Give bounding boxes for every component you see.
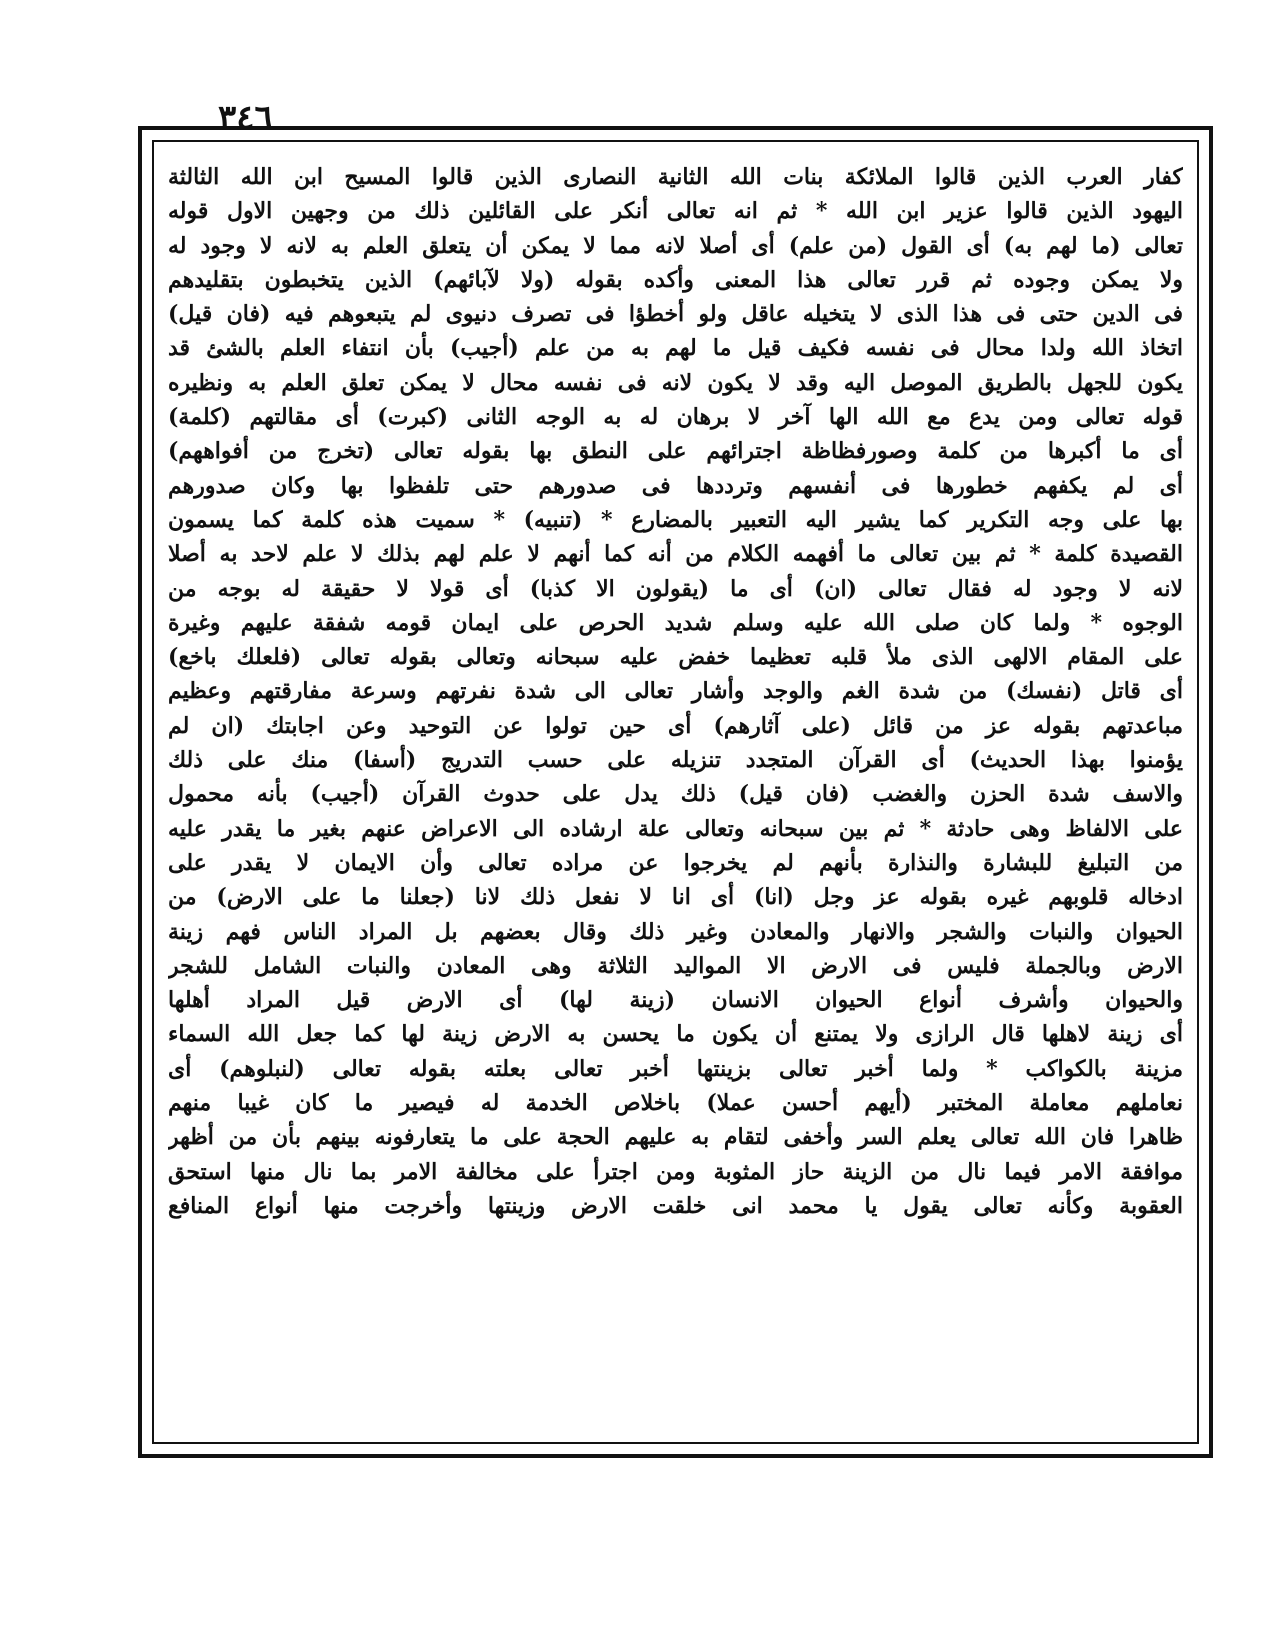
text-line: مزينة بالكواكب * ولما أخبر تعالى بزينتها أخبر تعالى بعلته بقوله تعالى (لنبلوهم) أى <box>168 1055 1183 1082</box>
text-line: من التبليغ للبشارة والنذارة بأنهم لم يخرجوا عن مراده تعالى وأن الايمان لا يقدر على <box>168 849 1183 876</box>
text-line: موافقة الامر فيما نال من الزينة حاز المثوبة ومن اجترأ على مخالفة الامر بما نال منها استحق <box>168 1158 1183 1185</box>
text-line: الوجوه * ولما كان صلى الله عليه وسلم شديد الحرص على ايمان قومه شفقة عليهم وغيرة <box>168 609 1183 636</box>
text-line: ظاهرا فان الله تعالى يعلم السر وأخفى لتقام به عليهم الحجة على ما يتعارفونه بينهم بأن من أظهر <box>168 1124 1183 1151</box>
text-line: على الالفاظ وهى حادثة * ثم بين سبحانه وتعالى علة ارشاده الى الاعراض عنهم بغير ما يقدر عليه <box>168 815 1183 842</box>
text-line: كفار العرب الذين قالوا الملائكة بنات الله الثانية النصارى الذين قالوا المسيح ابن الله الثالثة <box>168 164 1183 190</box>
text-line: أى قاتل (نفسك) من شدة الغم والوجد وأشار تعالى الى شدة نفرتهم وسرعة مفارقتهم وعظيم <box>168 678 1183 705</box>
text-line: مباعدتهم بقوله عز من قائل (على آثارهم) أى حين تولوا عن التوحيد وعن اجابتك (ان لم <box>168 712 1183 739</box>
inner-page-border <box>152 140 1199 1444</box>
text-line: فى الدين حتى فى هذا الذى لا يتخيله عاقل ولو أخطؤا فى تصرف دنيوى لم يتبعوهم فيه (فان قيل) <box>168 301 1183 328</box>
outer-page-border <box>138 126 1213 1458</box>
text-line: تعالى (ما لهم به) أى القول (من علم) أى أصلا لانه مما لا يمكن أن يتعلق العلم به لانه لا وجود له <box>168 232 1183 259</box>
text-line: العقوبة وكأنه تعالى يقول يا محمد انى خلقت الارض وزينتها وأخرجت منها أنواع المنافع <box>168 1192 1183 1219</box>
text-line: والحيوان وأشرف أنواع الحيوان الانسان (زينة لها) أى الارض قيل المراد أهلها <box>168 987 1183 1014</box>
text-line: ولا يمكن وجوده ثم قرر تعالى هذا المعنى وأكده بقوله (ولا لآبائهم) الذين يتخبطون بتقليدهم <box>168 266 1183 293</box>
text-line: يؤمنوا بهذا الحديث) أى القرآن المتجدد تنزيله على حسب التدريج (أسفا) منك على ذلك <box>168 747 1183 774</box>
text-line: أى ما أكبرها من كلمة وصورفظاظة اجترائهم على النطق بها بقوله تعالى (تخرج من أفواههم) <box>168 438 1183 465</box>
text-line: أى زينة لاهلها قال الرازى ولا يمتنع أن يكون ما يحسن به الارض زينة لها كما جعل الله السماء <box>168 1021 1183 1048</box>
text-line: والاسف شدة الحزن والغضب (فان قيل) ذلك يدل على حدوث القرآن (أجيب) بأنه محمول <box>168 781 1183 808</box>
text-line: اتخاذ الله ولدا محال فى نفسه فكيف قيل ما لهم به من علم (أجيب) بأن انتفاء العلم بالشئ قد <box>168 335 1183 362</box>
text-line: القصيدة كلمة * ثم بين تعالى ما أفهمه الكلام من أنه كما أنهم لا علم لهم بذلك لا علم لاحد به أصلا <box>168 541 1183 568</box>
text-line: لانه لا وجود له فقال تعالى (ان) أى ما (يقولون الا كذبا) أى قولا لا حقيقة له بوجه من <box>168 575 1183 602</box>
page-number: ٣٤٦ <box>218 98 273 138</box>
text-line: ادخاله قلوبهم غيره بقوله عز وجل (انا) أى انا لا نفعل ذلك لانا (جعلنا ما على الارض) من <box>168 884 1183 911</box>
text-line: اليهود الذين قالوا عزير ابن الله * ثم انه تعالى أنكر على القائلين ذلك من وجهين الاول قوله <box>168 198 1183 225</box>
text-line: نعاملهم معاملة المختبر (أيهم أحسن عملا) باخلاص الخدمة له فيصير ما كان غيبا منهم <box>168 1090 1183 1117</box>
text-line: قوله تعالى ومن يدع مع الله الها آخر لا برهان له به الوجه الثانى (كبرت) أى مقالتهم (كلمة) <box>168 404 1183 431</box>
text-line: يكون للجهل بالطريق الموصل اليه وقد لا يكون لانه فى نفسه محال لا يمكن تعلق العلم به ونظيره <box>168 369 1183 396</box>
text-line: بها على وجه التكرير كما يشير اليه التعبير بالمضارع * (تنبيه) * سميت هذه كلمة كما يسمون <box>168 506 1183 533</box>
text-line: على المقام الالهى الذى ملأ قلبه تعظيما خفض عليه سبحانه وتعالى بقوله تعالى (فلعلك باخع) <box>168 644 1183 671</box>
text-line: الحيوان والنبات والشجر والانهار والمعادن وغير ذلك وقال بعضهم بل المراد الناس فهم زينة <box>168 918 1183 945</box>
text-line: الارض وبالجملة فليس فى الارض الا المواليد الثلاثة وهى المعادن والنبات الشامل للشجر <box>168 952 1183 979</box>
text-line: أى لم يكفهم خطورها فى أنفسهم وترددها فى صدورهم حتى تلفظوا بها وكان صدورهم <box>168 472 1183 499</box>
main-text-block <box>168 160 1183 1428</box>
